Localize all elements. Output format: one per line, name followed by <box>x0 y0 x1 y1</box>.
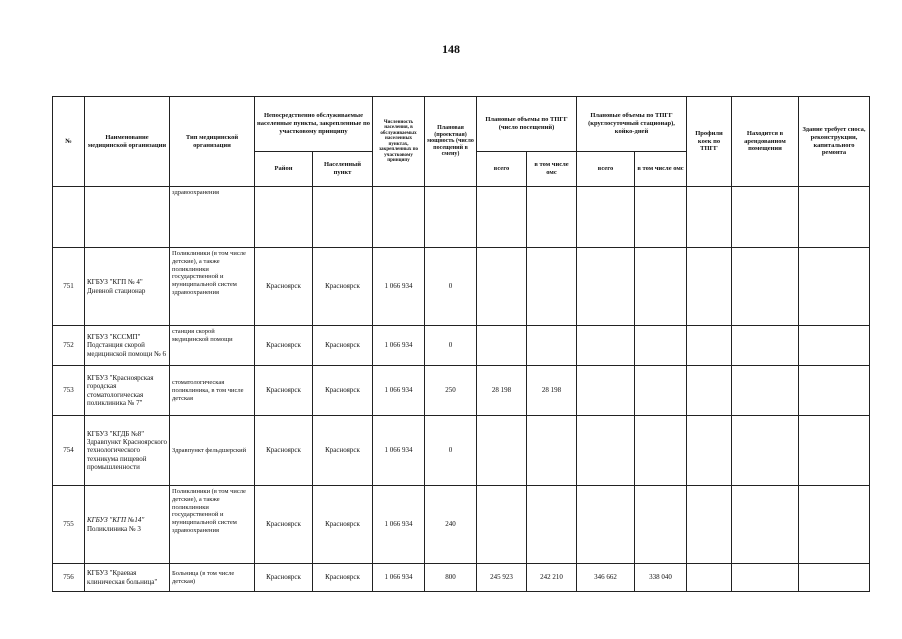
cell-visits-total: 245 923 <box>477 564 527 592</box>
header-served: Непосредственно обслуживаемые населенные пункты, закрепленные по участковому принципу <box>255 97 373 152</box>
page-number: 148 <box>442 42 460 56</box>
cell-settlement: Красноярск <box>313 564 373 592</box>
cell-visits-oms <box>527 326 577 366</box>
cell-num: 756 <box>53 564 85 592</box>
cell-profile <box>687 248 732 326</box>
table-row <box>53 187 870 248</box>
cell-rented <box>732 564 799 592</box>
cell-visits-oms <box>527 187 577 248</box>
header-visits-total: всего <box>477 152 527 187</box>
cell-beds-oms <box>635 416 687 486</box>
cell-type: Здравпункт фельдшерский <box>170 416 255 486</box>
cell-num <box>53 187 85 248</box>
cell-beds-total: 346 662 <box>577 564 635 592</box>
cell-visits-oms <box>527 248 577 326</box>
cell-type: Поликлиники (в том числе детские), а также поликлиники государственной и муниципальной систем здравоохранения <box>170 248 255 326</box>
cell-type: Поликлиники (в том числе детские), а также поликлиники государственной и муниципальной систем здравоохранения <box>170 486 255 564</box>
cell-district: Красноярск <box>255 564 313 592</box>
cell-type: станция скорой медицинской помощи <box>170 326 255 366</box>
header-profile: Профили коек по ТПГГ <box>687 97 732 187</box>
cell-name <box>85 187 170 248</box>
cell-visits-total: 28 198 <box>477 366 527 416</box>
cell-type: стоматологическая поликлиника, в том числе детская <box>170 366 255 416</box>
cell-repair <box>799 187 870 248</box>
cell-name <box>85 486 170 564</box>
cell-name: КГБУЗ "КГП № 4" Дневной стационар <box>85 248 170 326</box>
cell-population: 1 066 934 <box>373 486 425 564</box>
cell-visits-total <box>477 416 527 486</box>
cell-beds-oms <box>635 187 687 248</box>
cell-rented <box>732 248 799 326</box>
cell-type: здравоохранения <box>170 187 255 248</box>
header-repair: Здание требует сноса, реконструкции, капитального ремонта <box>799 97 870 187</box>
cell-visits-oms: 28 198 <box>527 366 577 416</box>
cell-settlement: Красноярск <box>313 366 373 416</box>
cell-num: 752 <box>53 326 85 366</box>
cell-beds-oms <box>635 486 687 564</box>
cell-beds-total <box>577 326 635 366</box>
table-row <box>53 366 870 416</box>
cell-num: 751 <box>53 248 85 326</box>
table-row <box>53 248 870 326</box>
cell-repair <box>799 326 870 366</box>
cell-name: КГБУЗ "Краевая клиническая больница" <box>85 564 170 592</box>
header-capacity: Плановая (проектная) мощность (число посещений в смену) <box>425 97 477 187</box>
cell-num: 754 <box>53 416 85 486</box>
cell-profile <box>687 187 732 248</box>
cell-repair <box>799 416 870 486</box>
cell-beds-oms <box>635 248 687 326</box>
cell-district: Красноярск <box>255 416 313 486</box>
cell-visits-oms <box>527 416 577 486</box>
cell-beds-total <box>577 248 635 326</box>
cell-rented <box>732 187 799 248</box>
header-district: Район <box>255 152 313 187</box>
cell-beds-oms <box>635 366 687 416</box>
cell-district: Красноярск <box>255 248 313 326</box>
cell-population: 1 066 934 <box>373 366 425 416</box>
cell-name: КГБУЗ "КГДБ №8" Здравпункт Красноярского технологического техникума пищевой промышленности <box>85 416 170 486</box>
cell-num: 753 <box>53 366 85 416</box>
header-beds-oms: в том числе омс <box>635 152 687 187</box>
cell-name-sub: Поликлиника № 3 <box>87 524 141 533</box>
medical-organizations-table <box>52 96 870 592</box>
cell-visits-total <box>477 248 527 326</box>
cell-beds-total <box>577 486 635 564</box>
cell-visits-oms <box>527 486 577 564</box>
cell-population: 1 066 934 <box>373 416 425 486</box>
cell-district: Красноярск <box>255 366 313 416</box>
cell-visits-total <box>477 326 527 366</box>
header-visits: Плановые объемы по ТПГГ (число посещений) <box>477 97 577 152</box>
header-name: Наименование медицинской организации <box>85 97 170 187</box>
header-visits-oms: в том числе омс <box>527 152 577 187</box>
table-row <box>53 564 870 592</box>
table-row <box>53 486 870 564</box>
cell-visits-oms: 242 210 <box>527 564 577 592</box>
cell-profile <box>687 416 732 486</box>
cell-capacity: 800 <box>425 564 477 592</box>
cell-settlement: Красноярск <box>313 326 373 366</box>
cell-population: 1 066 934 <box>373 564 425 592</box>
cell-profile <box>687 486 732 564</box>
cell-beds-oms: 338 040 <box>635 564 687 592</box>
cell-settlement <box>313 187 373 248</box>
cell-settlement: Красноярск <box>313 248 373 326</box>
cell-visits-total <box>477 187 527 248</box>
cell-settlement: Красноярск <box>313 486 373 564</box>
cell-population: 1 066 934 <box>373 326 425 366</box>
cell-district: Красноярск <box>255 326 313 366</box>
cell-rented <box>732 486 799 564</box>
cell-capacity <box>425 187 477 248</box>
header-num: № <box>53 97 85 187</box>
header-settlement: Населенный пункт <box>313 152 373 187</box>
cell-profile <box>687 564 732 592</box>
cell-beds-total <box>577 416 635 486</box>
header-beds: Плановые объемы по ТПГГ (круглосуточный стационар), койко-дней <box>577 97 687 152</box>
cell-capacity: 0 <box>425 416 477 486</box>
cell-type: Больница (в том числе детская) <box>170 564 255 592</box>
header-type: Тип медицинской организации <box>170 97 255 187</box>
cell-district: Красноярск <box>255 486 313 564</box>
cell-repair <box>799 564 870 592</box>
header-beds-total: всего <box>577 152 635 187</box>
cell-rented <box>732 326 799 366</box>
cell-visits-total <box>477 486 527 564</box>
header-population: Численность населения, в обслуживаемых населенных пунктах, закрепленных по участковому принципу <box>373 97 425 187</box>
cell-profile <box>687 366 732 416</box>
cell-settlement: Красноярск <box>313 416 373 486</box>
cell-rented <box>732 416 799 486</box>
cell-profile <box>687 326 732 366</box>
cell-capacity: 250 <box>425 366 477 416</box>
cell-repair <box>799 486 870 564</box>
header-rented: Находится в арендованном помещении <box>732 97 799 187</box>
cell-capacity: 0 <box>425 326 477 366</box>
cell-name: КГБУЗ "Красноярская городская стоматологическая поликлиника № 7" <box>85 366 170 416</box>
cell-beds-oms <box>635 326 687 366</box>
cell-repair <box>799 248 870 326</box>
cell-population <box>373 187 425 248</box>
cell-population: 1 066 934 <box>373 248 425 326</box>
cell-capacity: 240 <box>425 486 477 564</box>
table-row <box>53 326 870 366</box>
cell-name-italic: КГБУЗ "КГП №14" <box>87 516 145 525</box>
cell-beds-total <box>577 187 635 248</box>
cell-capacity: 0 <box>425 248 477 326</box>
cell-rented <box>732 366 799 416</box>
cell-district <box>255 187 313 248</box>
table-row <box>53 416 870 486</box>
cell-beds-total <box>577 366 635 416</box>
cell-num: 755 <box>53 486 85 564</box>
cell-name: КГБУЗ "КССМП" Подстанция скорой медицинской помощи № 6 <box>85 326 170 366</box>
cell-repair <box>799 366 870 416</box>
